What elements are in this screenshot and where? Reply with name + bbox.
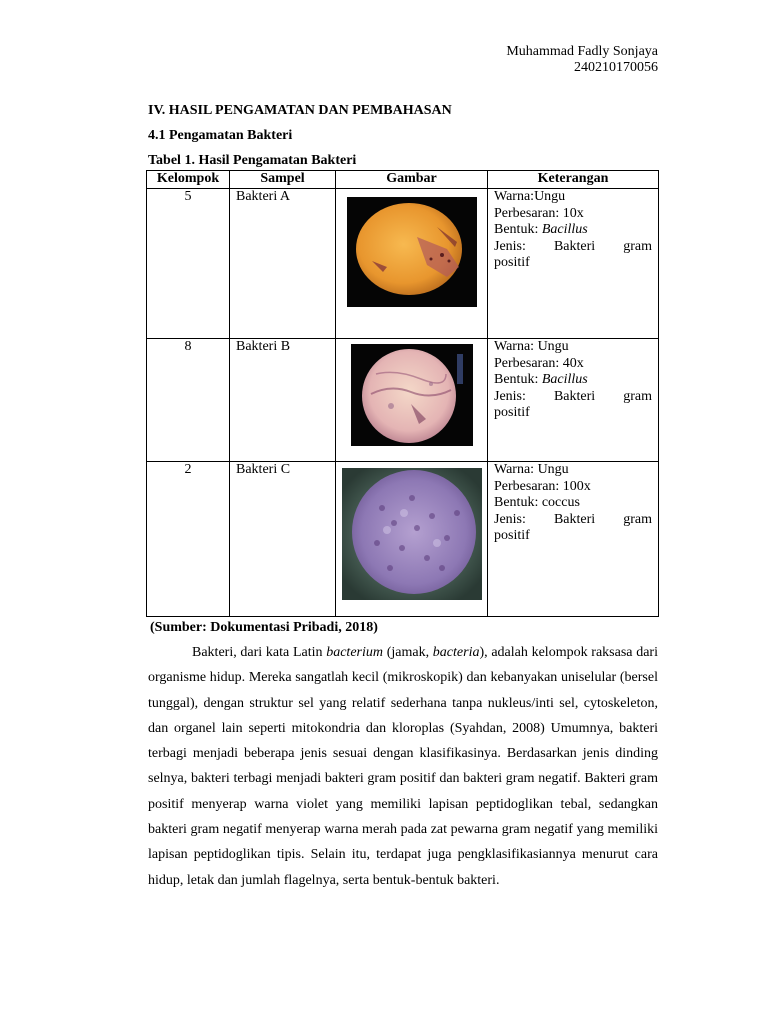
- section-title: IV. HASIL PENGAMATAN DAN PEMBAHASAN: [148, 103, 452, 118]
- perbesaran-text: Perbesaran: 40x: [494, 355, 584, 371]
- header-keterangan: Keterangan: [488, 171, 659, 189]
- table-title: Tabel 1. Hasil Pengamatan Bakteri: [148, 153, 357, 168]
- jenis-text: Jenis: Bakteri gram: [494, 511, 652, 527]
- table-row: [147, 462, 659, 617]
- keterangan-cell: [488, 339, 659, 462]
- perbesaran-text: Perbesaran: 100x: [494, 478, 591, 494]
- keterangan-cell: [488, 462, 659, 617]
- gambar-cell: [336, 462, 488, 617]
- microscope-image-purple-coccus: [342, 468, 482, 600]
- jenis-text-cont: positif: [494, 405, 530, 420]
- jenis-text-cont: positif: [494, 255, 530, 270]
- header-author: Muhammad Fadly Sonjaya: [506, 44, 658, 59]
- bentuk-text: Bentuk: Bacillus: [494, 372, 588, 387]
- warna-text: Warna:Ungu: [494, 189, 566, 204]
- jenis-text: Jenis: Bakteri gram: [494, 238, 652, 254]
- jenis-text-cont: positif: [494, 528, 530, 543]
- subsection-title: 4.1 Pengamatan Bakteri: [148, 128, 293, 143]
- jenis-text: Jenis: Bakteri gram: [494, 388, 652, 404]
- header-gambar: Gambar: [336, 171, 488, 189]
- gambar-cell: [336, 339, 488, 462]
- observation-table: [146, 170, 659, 617]
- sampel-cell: Bakteri C: [230, 462, 336, 617]
- sampel-cell: Bakteri B: [230, 339, 336, 462]
- gambar-cell: [336, 189, 488, 339]
- kelompok-cell: 8: [147, 339, 230, 462]
- kelompok-cell: 2: [147, 462, 230, 617]
- bentuk-text: Bentuk: Bacillus: [494, 222, 588, 237]
- microscope-image-pink-bacillus: [351, 344, 473, 446]
- microscope-image-orange-bacillus: [347, 197, 477, 307]
- header-sampel: Sampel: [230, 171, 336, 189]
- perbesaran-text: Perbesaran: 10x: [494, 205, 584, 221]
- body-paragraph: Bakteri, dari kata Latin bacterium (jamak, bacteria), adalah kelompok raksasa dari organisme hidup. Mereka sangatlah kecil (mikroskopik) dan kebanyakan uniselular (bersel tunggal), dengan struktur sel yang relatif sederhana tanpa nukleus/inti sel, cytoskeleton, dan organel lain seperti mitokondria dan kloroplas (Syahdan, 2008) Umumnya, bakteri terbagi menjadi beberapa jenis sesuai dengan klasifikasinya. Berdasarkan jenis dinding selnya, bakteri terbagi menjadi bakteri gram positif dan bakteri gram negatif. Bakteri gram positif menyerap warna violet yang memiliki lapisan peptidoglikan tebal, sedangkan bakteri gram negatif menyerap warna merah pada zat pewarna gram negatif yang memiliki lapisan peptidoglikan tipis. Selain itu, terdapat juga pengklasifikasiannya menurut cara hidup, letak dan jumlah flagelnya, serta bentuk-bentuk bakteri.: [148, 645, 658, 888]
- warna-text: Warna: Ungu: [494, 339, 569, 354]
- kelompok-cell: 5: [147, 189, 230, 339]
- table-row: [147, 189, 659, 339]
- table-row: [147, 339, 659, 462]
- header-kelompok: Kelompok: [147, 171, 230, 189]
- table-header-row: [147, 171, 659, 189]
- bentuk-text: Bentuk: coccus: [494, 495, 580, 510]
- header-student-id: 240210170056: [574, 60, 658, 75]
- warna-text: Warna: Ungu: [494, 462, 569, 477]
- sampel-cell: Bakteri A: [230, 189, 336, 339]
- source-note: (Sumber: Dokumentasi Pribadi, 2018): [150, 620, 378, 635]
- keterangan-cell: [488, 189, 659, 339]
